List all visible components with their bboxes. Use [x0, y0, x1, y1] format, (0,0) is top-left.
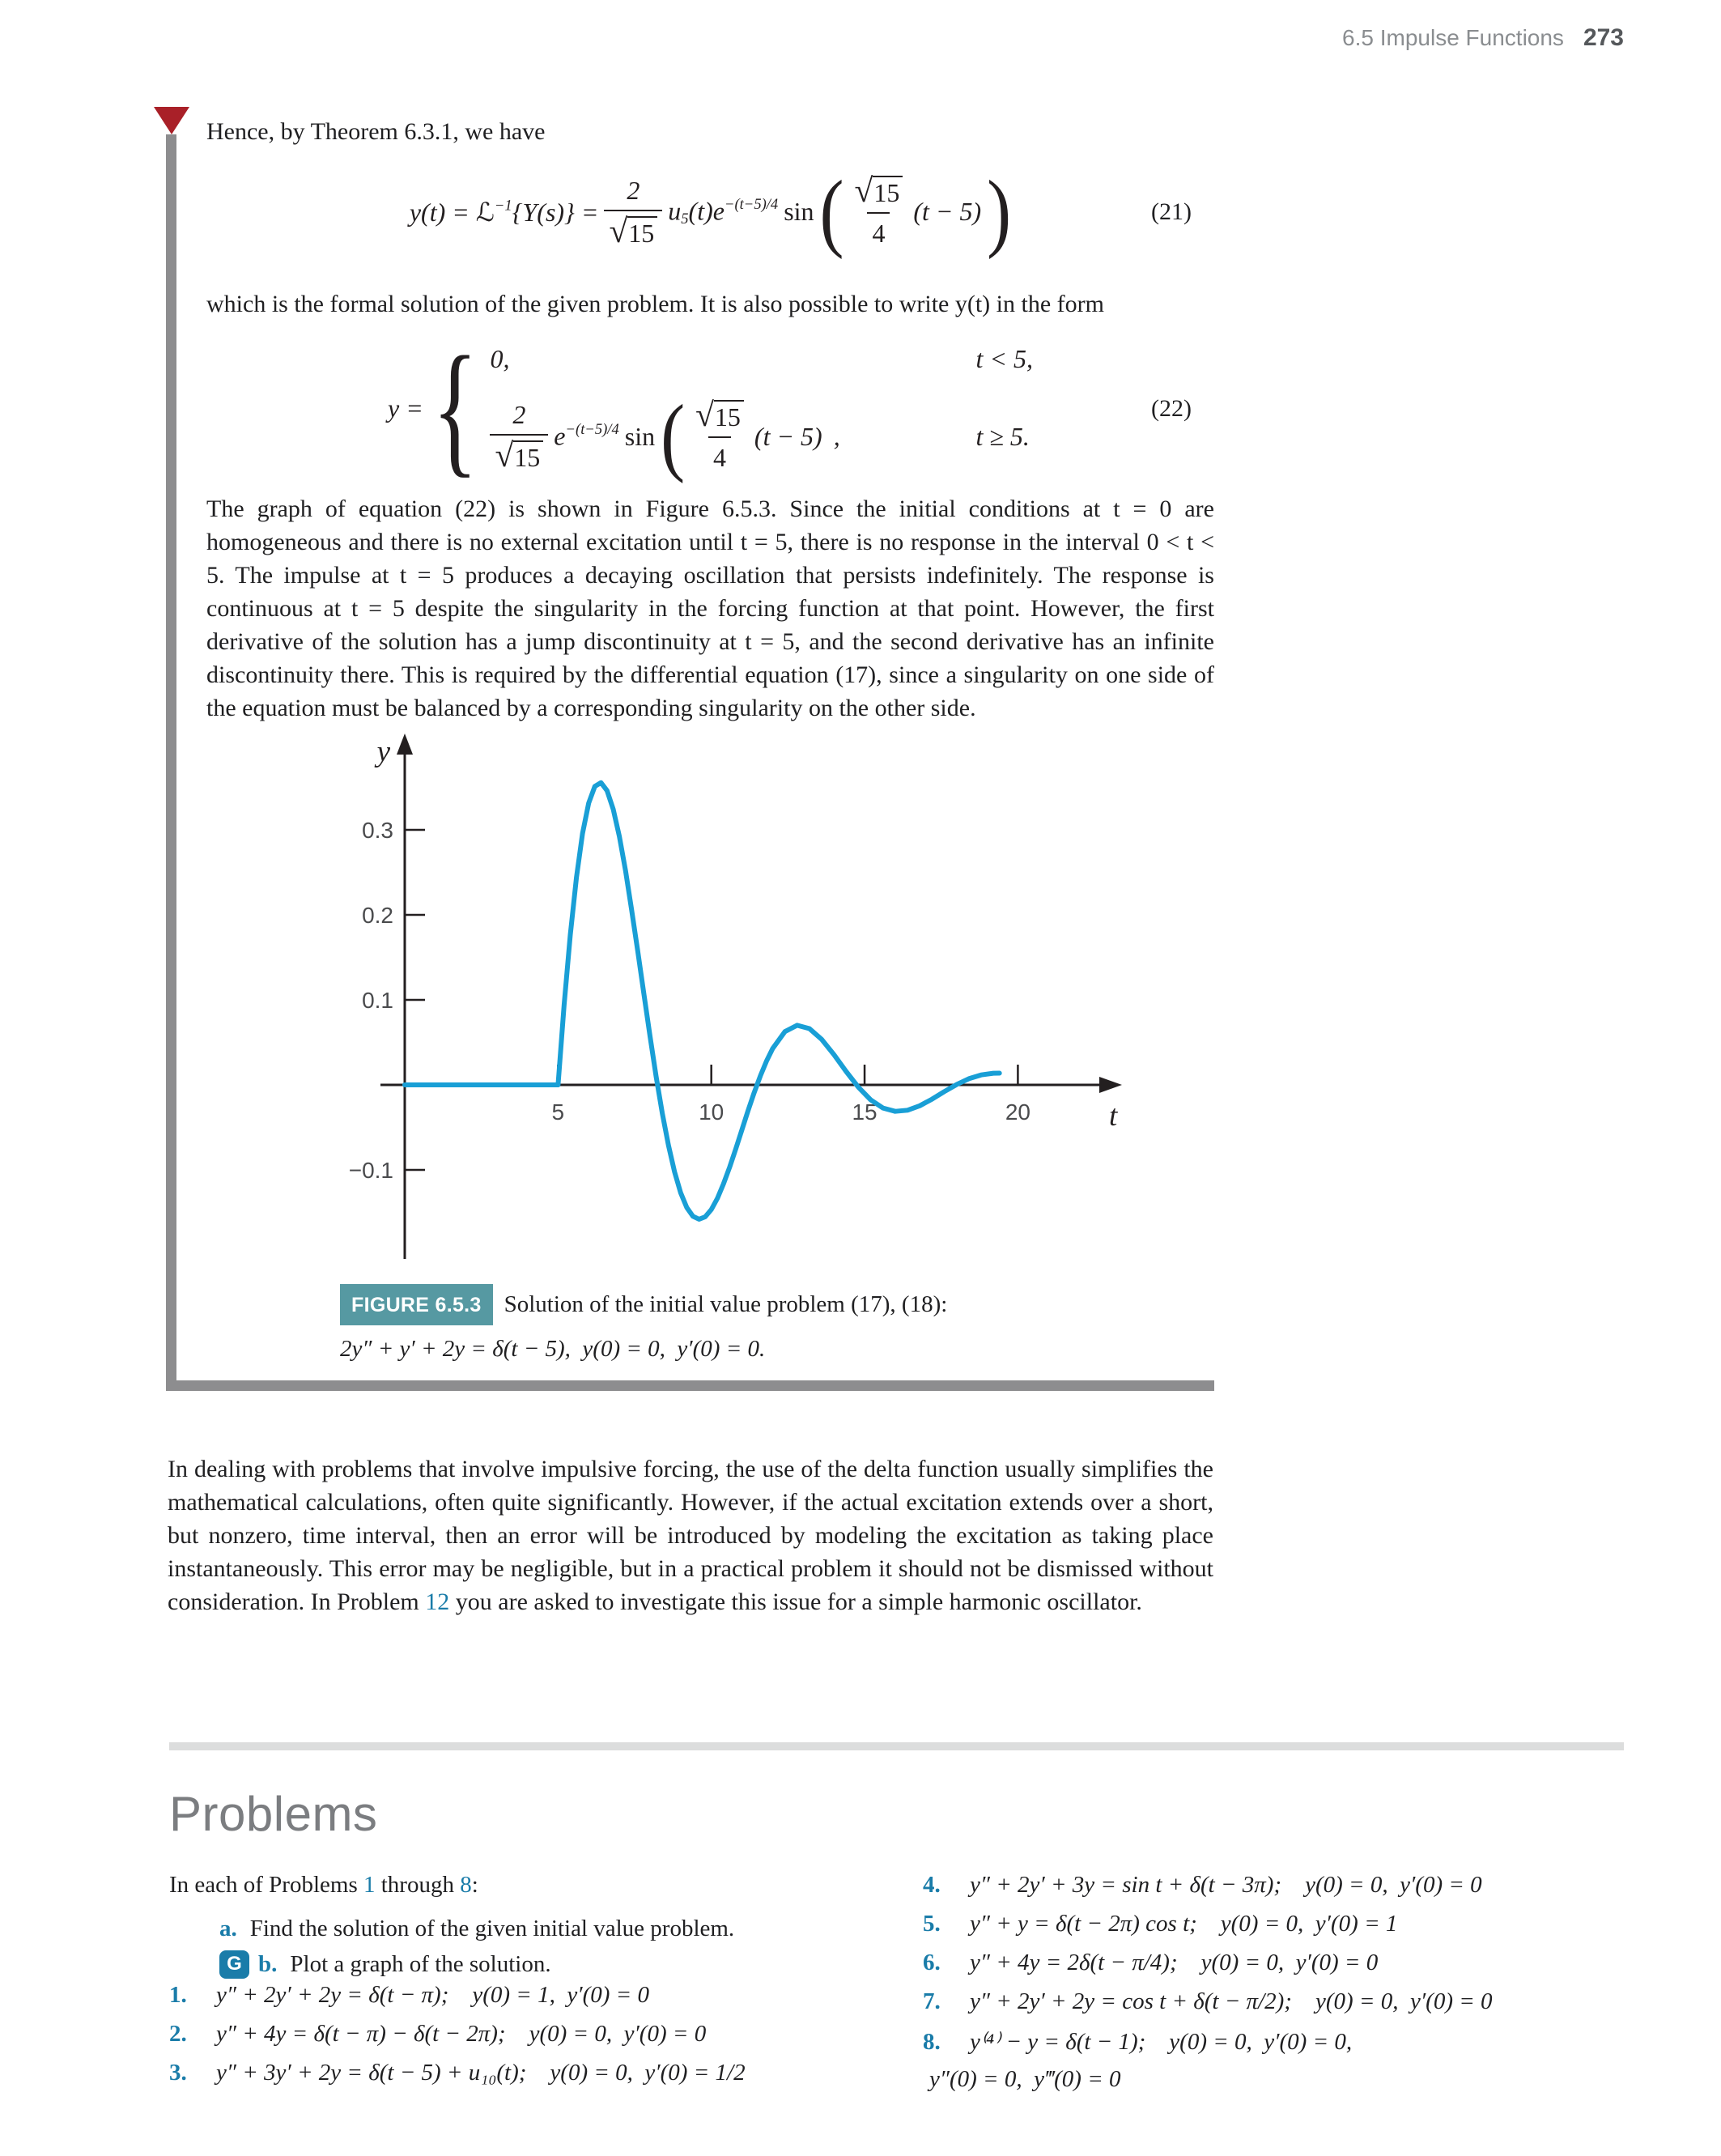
eq22-case2-expression: 2 √ 15 $e^{-(t-5)/4}$ sin ( √ 15 4 (t − 5) ,: [490, 400, 975, 473]
problems-column-right: [923, 1872, 1624, 2102]
sin-function: sin: [784, 197, 814, 226]
laplace-symbol: ℒ: [475, 196, 495, 228]
svg-text:20: 20: [1005, 1099, 1030, 1125]
problem-12-link[interactable]: 12: [425, 1588, 450, 1615]
problem-number: 8.: [923, 2029, 941, 2055]
problem-body: y″ + 4y = 2δ(t − π/4); y(0) = 0, y′(0) = 0: [970, 1950, 1379, 1975]
svg-text:15: 15: [852, 1099, 877, 1125]
sub-item-b: [219, 1946, 894, 1982]
problem-body: y″ + y = δ(t − 2π) cos t; y(0) = 0, y′(0) = 1: [970, 1911, 1398, 1937]
problem-body: y⁽⁴⁾ − y = δ(t − 1); y(0) = 0, y′(0) = 0,: [970, 2029, 1353, 2055]
problems-heading: Problems: [169, 1787, 378, 1841]
figure-chart: [340, 729, 1133, 1263]
problem-number: 5.: [923, 1911, 941, 1937]
eq22-case2-condition: t ≥ 5.: [975, 421, 1030, 451]
problem-item-6: [923, 1950, 1624, 1988]
problem-item-8-continuation: [929, 2066, 1624, 2102]
left-rule: [166, 134, 176, 1391]
problem-number: 1.: [169, 1982, 187, 2008]
graph-badge-icon: G: [219, 1950, 249, 1979]
bottom-rule: [166, 1380, 1214, 1391]
problem-number: 3.: [169, 2060, 187, 2086]
paragraph-graph-discussion: The graph of equation (22) is shown in Figure 6.5.3. Since the initial conditions at t = 0 are homogeneous and there is no external excitation until t = 5, there is no response in the interval 0 < t < 5. The impulse at t = 5 produces a decaying oscillation that persists indefinitely. The response is continuous at t = 5 despite the singularity in the forcing function at that point. However, the first derivative of the solution has a jump discontinuity at t = 5, and the second derivative has an infinite discontinuity there. This is required by the differential equation (17), since a singularity on one side of the equation must be balanced by a corresponding singularity on the other side.: [206, 495, 1214, 721]
sub-item-a-text: Find the solution of the given initial value problem.: [249, 1915, 735, 1941]
problem-item-8: [923, 2027, 1624, 2066]
svg-text:10: 10: [699, 1099, 725, 1125]
ref-problem-8-link[interactable]: 8: [460, 1872, 472, 1898]
problem-body: y″ + 3y′ + 2y = δ(t − 5) + u₁₀(t); y(0) = 0, y′(0) = 1/2: [216, 2060, 746, 2086]
equation-21-math: y(t) = ℒ$^{-1}${Y(s)} = 2 √ 15 $u_5(t)e^{-(t-5)/4}$ sin ( √ 15 4 (t − 5) ): [409, 163, 1012, 260]
problem-number: 6.: [923, 1950, 941, 1975]
ref-problem-1-link[interactable]: 1: [363, 1872, 376, 1898]
intro-paragraph: Hence, by Theorem 6.3.1, we have: [206, 118, 546, 145]
sub-item-b-text: Plot a graph of the solution.: [290, 1950, 551, 1977]
problem-number: 4.: [923, 1872, 941, 1898]
svg-text:y: y: [376, 735, 390, 768]
eq21-tail: (t − 5): [913, 197, 982, 226]
eq21-middle: $u_5(t)e^{-(t-5)/4}$: [668, 195, 779, 228]
svg-text:0.2: 0.2: [362, 903, 393, 928]
problem-item-3: [169, 2060, 894, 2099]
problems-column-left: [169, 1872, 894, 2099]
problem-body: y″ + 2y′ + 2y = δ(t − π); y(0) = 1, y′(0) = 0: [216, 1982, 649, 2008]
svg-text:0.1: 0.1: [362, 988, 393, 1013]
sub-item-a-label: a.: [219, 1915, 237, 1941]
svg-text:5: 5: [551, 1099, 565, 1125]
eq22-cases: [490, 344, 1033, 484]
eq21-fraction: 2 √ 15: [604, 176, 662, 249]
figure-badge: FIGURE 6.5.3: [340, 1284, 493, 1325]
problem-body: y″ + 4y = δ(t − π) − δ(t − 2π); y(0) = 0, y′(0) = 0: [216, 2021, 707, 2047]
equation-tag-22: (22): [1151, 394, 1192, 422]
problems-intro: In each of Problems 1 through 8:: [169, 1872, 478, 1898]
problem-body: y″ + 2y′ + 2y = cos t + δ(t − π/2); y(0) = 0, y′(0) = 0: [970, 1988, 1493, 2014]
paragraph-formal-solution: which is the formal solution of the given problem. It is also possible to write y(t) in the form: [206, 291, 1104, 317]
svg-text:−0.1: −0.1: [348, 1158, 393, 1183]
eq22-case1-condition: t < 5,: [975, 344, 1033, 373]
equation-21: [206, 149, 1214, 274]
sin-function: sin: [624, 421, 656, 451]
figure-caption-text: Solution of the initial value problem (17), (18):: [504, 1291, 948, 1317]
triangle-marker-icon: [154, 107, 189, 134]
eq21-inner-fraction: √ 15 4: [850, 176, 908, 249]
svg-text:0.3: 0.3: [362, 818, 393, 843]
equation-tag-21: (21): [1151, 198, 1192, 225]
eq22-case1-value: 0,: [490, 344, 510, 373]
problem-item-7: [923, 1988, 1624, 2027]
page-header: [1342, 24, 1624, 52]
problem-item-4: [923, 1872, 1624, 1911]
example-block: [166, 113, 1214, 1391]
equation-22-math: y = { 0, t < 5, 2 √ 15 $e^{-(t-5)/4}$ sin ( √ 15 4 (t − 5) , t ≥ 5.: [388, 325, 1033, 491]
problem-number: 2.: [169, 2021, 187, 2047]
problem-number: 7.: [923, 1988, 941, 2014]
problems-divider: [169, 1742, 1624, 1750]
problem-body: y″(0) = 0, y‴(0) = 0: [929, 2066, 1121, 2092]
sub-item-b-label: b.: [258, 1950, 278, 1977]
problem-item-2: [169, 2021, 894, 2060]
figure-caption: [340, 1284, 1198, 1366]
problem-item-1: [169, 1982, 894, 2021]
eq21-lhs: y(t) = ℒ$^{-1}${Y(s)} =: [409, 196, 599, 228]
problem-body: y″ + 2y′ + 3y = sin t + δ(t − 3π); y(0) = 0, y′(0) = 0: [970, 1872, 1482, 1898]
equation-22: [206, 325, 1214, 491]
sub-item-a: [219, 1911, 894, 1946]
svg-text:t: t: [1109, 1099, 1118, 1133]
paragraph-delta-discussion: In dealing with problems that involve impulsive forcing, the use of the delta function usually simplifies the mathematical calculations, often quite significantly. However, if the actual excitation extends over a short, but nonzero, time interval, then an error will be introduced by modeling the excitation as taking place instantaneously. This error may be negligible, but in a practical problem it should not be dismissed without consideration. In Problem 12 you are asked to investigate this issue for a simple harmonic oscillator.: [168, 1456, 1213, 1615]
problem-item-5: [923, 1911, 1624, 1950]
section-title: 6.5 Impulse Functions: [1342, 25, 1564, 50]
figure-caption-math: 2y″ + y′ + 2y = δ(t − 5), y(0) = 0, y′(0) = 0.: [340, 1336, 766, 1363]
page-number: 273: [1583, 24, 1624, 51]
eq22-lhs: y =: [388, 393, 423, 423]
